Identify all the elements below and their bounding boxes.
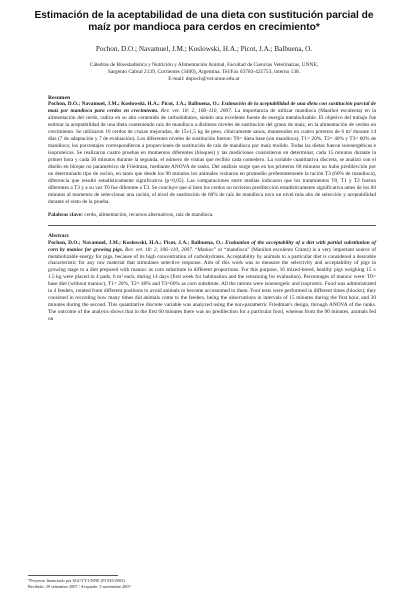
keywords-label: Palabras clave:	[48, 211, 83, 218]
resumen-body: La importancia de utilizar mandioca (Manihot esculenta) en la alimentación del cerdo, radica en su alto contenido de carbohidratos, siendo una excelente fuente de energía metabolizable. El objetivo del trabajo fue estimar la aceptabilidad de una dieta conteniendo raíz de mandioca a distintos niveles de sustitución del grano de maíz, en la alimentación de cerdos en crecimiento. Se utilizaron 16 cerdos de cruzas mejoradas, de 15±1,5 kg de peso, clínicamente sanos, mantenidos en cuatro potreros de 6 m² durante 14 días (7 de adaptación y 7 de evaluación). Los diferentes niveles de sustitución fueron: T0= dieta base (sin mandioca), T1= 20%, T2= 40% y T3= 60% de mandioca; los porcentajes correspondieron a proporciones de sustitución de raíz de mandioca por maíz molido. Todas las dietas fueron isoenergéticas e isoproteicas. Se realizaron cuatro pruebas en momentos diferentes (bloques) y las mediciones consistieron en determinar, cada 15 minutos durante la primer hora y cada 30 minutos durante la segunda, el número de visitas que recibió cada comedero. La variable cuantitativa discreta, se analizó con el diseño en bloque no paramétrico de Friedman, mediante ANOVA de ranks. Del análisis surge que en los primeros 60 minutos no hubo predilección por un determinado tipo de ración, en tanto que desde los 90 minutos los animales visitaron en promedio preferentemente la ración T3 (60% de mandioca), diferencia que resultó estadísticamente significativa (p<0,05). Las comparaciones entre medias indicaron que los tratamientos T0, T1 y T2 fueron diferentes a T3 y a su vez T0 fue diferente a T3. Se concluye que si bien los cerdos no tuvieron predilección estadísticamente significativa antes de los 60 minutos al momento de seleccionar una ración, el nivel de sustitución de 60% de raíz de mandioca tuvo un nivel más alto de selección y aceptabilidad durante el resto de la prueba.	[48, 108, 376, 205]
resumen-heading: Resumen	[48, 94, 71, 101]
footnote-dates: Recibido: 20 setiembre 2007 / Aceptado: 5 noviembre 2007	[28, 584, 131, 589]
keywords	[48, 212, 376, 219]
footnote-funding: *Proyecto financiado por SGCYT-UNNE (PI 035/2003).	[28, 578, 126, 583]
resumen-paragraph	[48, 101, 376, 205]
article-title: Estimación de la aceptabilidad de una dieta con sustitución parcial de maíz por mandioca para cerdos en crecimiento*	[34, 10, 374, 34]
affiliation	[28, 62, 380, 83]
abstract-heading: Abstract	[48, 232, 69, 239]
footnotes	[28, 575, 228, 590]
abstract-citation-ref: Rev. vet. 18: 2, 106–110, 2007.	[125, 246, 194, 253]
resumen-citation-title: Estimación de la aceptabilidad de una dieta con sustitución parcial de maíz por mandioca para cerdos en crecimiento.	[48, 101, 376, 115]
keywords-text: cerdo, alimentación, recursos alternativos, raíz de mandioca.	[84, 211, 214, 218]
affiliation-line: Cátedras de Bioestadística y Nutrición y Alimentación Animal, Facultad de Ciencias Veterinarias, UNNE,	[89, 61, 319, 68]
affiliation-email: E-mail: dopoch@vet.unne.edu.ar	[168, 75, 240, 82]
author-list: Pochon, D.O.; Navamuel, J.M.; Koslowski, H.A.; Picot, J.A.; Balbuena, O.	[95, 44, 313, 53]
footnote-divider	[28, 575, 118, 576]
section-divider	[48, 225, 376, 226]
abstract-citation-title: Evaluation of the acceptability of a diet with partial substitution of corn by manioc for growing pigs.	[48, 239, 376, 253]
abstract-section	[48, 233, 376, 323]
abstract-paragraph	[48, 240, 376, 323]
resumen-citation-ref: Rev. vet. 18: 2, 106–110, 2007.	[160, 108, 233, 115]
affiliation-line: Sargento Cabral 2139, Corrientes (3400), Argentina. Tel/Fax 03783-425753, interno 138.	[107, 68, 301, 75]
abstract-body: “Manioc” or “mandioca” (Manihot esculenta Crantz) is a very important source of metabolizable energy for pigs, because of its high concentration of carbohydrates. Acceptability by animals to a particular diet is considered a desirable characteristic for any raw material that stimulates selective response. Aim of this work was to measure the selectivity and acceptability of pigs in growing stage to a diet prepared with manioc as corn substitute in different proportions. For this purpose, 16 mixed-breed, healthy pigs weighing 15 ± 1.5 kg were placed in 4 pads, 6 m² each, during 14 days (first week for habituation and the remaining for evaluation). Percentages of manioc were: T0= base diet (without manioc), T1= 20%, T2= 40% and T3=60% as corn substitute. All the rations were isoenergetic and isoproteic. Food was administrated in 4 feeders, rotated from different positions to avoid animals to become accustomed to them. Four tests were performed in different times (blocks); they consisted in recording how many times did animals come to the feeders, being the observations in intervals of 15 minutes during the first hour, and 30 minutes during the second. This quantitative discrete variable was analyzed using the non-parametric Friedman's design, through ANOVA of the ranks. The outcome of the analysis shows that in the first 60 minutes there was no predilection for a particular food, whereas from the 90 minutes, animals fed on	[48, 246, 376, 323]
abstract-citation-authors: Pochon, D.O.; Navamuel, J.M.; Koslowski, H.A.; Picot, J.A.; Balbuena, O.:	[48, 239, 224, 246]
resumen-section	[48, 95, 376, 206]
resumen-citation-authors: Pochon, D.O.; Navamuel, J.M.; Koslowski, H.A.; Picot, J.A.; Balbuena, O.:	[48, 101, 220, 108]
